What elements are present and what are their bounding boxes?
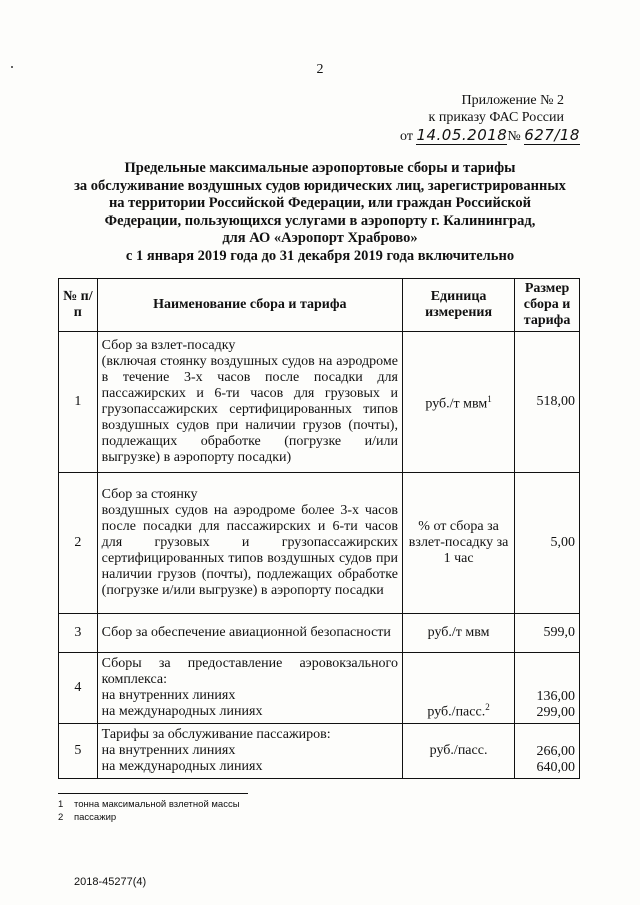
appendix-title: Приложение № 2 (461, 93, 564, 108)
header-num: № п/п (59, 279, 98, 332)
value-domestic: 136,00 (536, 689, 575, 704)
fee-description: воздушных судов на аэродроме более 3-х часов после посадки для пассажирских и 6-ти часов для грузовых и грузопассажирских сертифицированных типов воздушных судов при наличии грузов (почты), подлежащих обработке (погрузке и/или выгрузке) в аэропорту посадки (101, 503, 398, 598)
row-unit (402, 653, 514, 724)
row-num: 3 (59, 614, 98, 653)
row-value: 5,00 (515, 473, 580, 614)
table-row (59, 614, 580, 653)
unit-text: руб./т мвм (425, 396, 488, 412)
footnote (58, 811, 240, 824)
document-title (40, 160, 600, 265)
header-value: Размер сбора и тарифа (515, 279, 580, 332)
row-value: 599,0 (515, 614, 580, 653)
header-unit: Единица измерения (402, 279, 514, 332)
title-line: Федерации, пользующихся услугами в аэропорту г. Калининград, (104, 212, 536, 229)
title-line: Предельные максимальные аэропортовые сборы и тарифы (124, 160, 516, 176)
footnote-number: 1 (58, 799, 64, 810)
table-row (59, 724, 580, 779)
row-num: 4 (59, 653, 98, 724)
value-international: 299,00 (536, 705, 575, 720)
table-row (59, 332, 580, 473)
row-value: 518,00 (515, 332, 580, 473)
document-registration-number: 2018-45277(4) (74, 876, 147, 888)
row-name (97, 653, 402, 724)
fee-description: (включая стоянку воздушных судов на аэродроме в течение 3-х часов после посадки для пассажирских и 6-ти часов для грузовых и грузопассажирских сертифицированных типов воздушных судов при наличии грузов (почты), подлежащих обработке (погрузке и/или выгрузке) в аэропорту посадки) (101, 354, 398, 465)
footnote-ref: 2 (485, 702, 490, 713)
title-line: с 1 января 2019 года до 31 декабря 2019 года включительно (125, 247, 515, 264)
appendix-date-line (400, 127, 620, 145)
fee-title: Тарифы за обслуживание пассажиров: (101, 727, 331, 742)
row-name (97, 473, 402, 614)
row-value (515, 724, 580, 779)
table-header-row (59, 279, 580, 332)
footnote (58, 798, 240, 811)
table-row (59, 473, 580, 614)
fee-title: Сбор за стоянку (101, 487, 198, 502)
footnote-number: 2 (58, 812, 64, 823)
title-line: за обслуживание воздушных судов юридических лиц, зарегистрированных (74, 177, 566, 194)
row-name (97, 724, 402, 779)
footnote-text: пассажир (74, 812, 117, 823)
fee-subline-international: на международных линиях (101, 704, 263, 719)
table-row (59, 653, 580, 724)
date-prefix: от (400, 129, 413, 144)
handwritten-number: 627/18 (524, 126, 580, 144)
title-line: на территории Российской Федерации, или граждан Российской (108, 195, 532, 211)
fee-title: Сбор за обеспечение авиационной безопасности (97, 614, 402, 653)
header-name: Наименование сбора и тарифа (97, 279, 402, 332)
row-unit: % от сбора за взлет-посадку за 1 час (402, 473, 514, 614)
footnote-text: тонна максимальной взлетной массы (74, 799, 240, 810)
footnote-ref: 1 (487, 394, 492, 405)
fee-subline-domestic: на внутренних линиях (101, 688, 236, 703)
appendix-order-ref: к приказу ФАС России (428, 110, 564, 125)
value-international: 640,00 (536, 760, 575, 775)
fee-title: Сборы за предоставление аэровокзального комплекса: (101, 656, 398, 687)
fee-subline-domestic: на внутренних линиях (101, 743, 236, 758)
number-prefix: № (507, 129, 521, 144)
fee-subline-international: на международных линиях (101, 759, 263, 774)
fees-table (58, 278, 580, 779)
title-line: для АО «Аэропорт Храброво» (222, 230, 418, 246)
appendix-header (400, 92, 620, 145)
page-number: 2 (316, 62, 324, 77)
row-num: 5 (59, 724, 98, 779)
row-unit (402, 332, 514, 473)
row-unit: руб./пасс. (402, 724, 514, 779)
row-num: 2 (59, 473, 98, 614)
row-value (515, 653, 580, 724)
value-domestic: 266,00 (536, 744, 575, 759)
row-unit: руб./т мвм (402, 614, 514, 653)
handwritten-date: 14.05.2018 (416, 126, 508, 144)
unit-text: руб./пасс. (427, 705, 486, 720)
footnote-divider (58, 793, 248, 794)
footnotes (58, 798, 240, 824)
fee-title: Сбор за взлет-посадку (101, 338, 236, 353)
row-name (97, 332, 402, 473)
row-num: 1 (59, 332, 98, 473)
